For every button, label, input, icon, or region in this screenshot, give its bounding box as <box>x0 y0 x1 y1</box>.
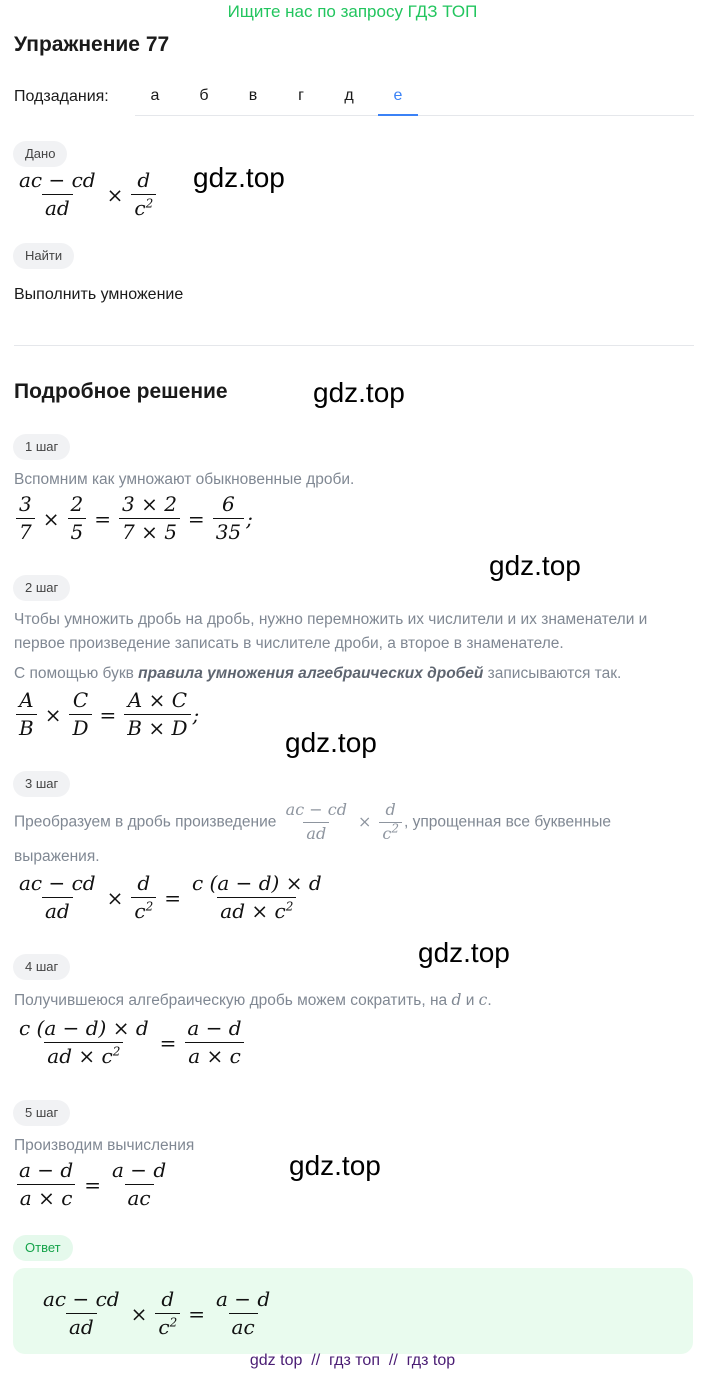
given-den2: c <box>134 196 146 220</box>
given-pill: Дано <box>13 141 67 167</box>
subtask-tabs <box>135 80 694 116</box>
tab-v[interactable]: в <box>248 87 258 104</box>
step3-text <box>14 802 694 871</box>
step4-pill: 4 шаг <box>13 954 70 980</box>
find-pill: Найти <box>13 243 74 269</box>
given-expression <box>14 170 158 219</box>
promo-banner: Ищите нас по запросу ГДЗ ТОП <box>227 2 478 21</box>
step4-end: . <box>487 992 492 1009</box>
divider <box>14 345 694 346</box>
step3-formula: $\frac{ac - cd}{ad}$ × $\frac{d}{c^2}$ = $\frac{c (a - d) \times d}{ad \times c^2}$ <box>19 871 322 923</box>
tab-b[interactable]: б <box>199 87 209 104</box>
step4-var-d: d <box>451 991 462 1009</box>
watermark: gdz.top <box>193 162 285 193</box>
step2-pill: 2 шаг <box>13 575 70 601</box>
watermark: gdz.top <box>289 1150 381 1181</box>
step4-text-before: Получившеюся алгебраическую дробь можем сократить, на <box>14 992 452 1009</box>
step5-text: Производим вычисления <box>14 1137 195 1154</box>
answer-pill: Ответ <box>13 1235 73 1261</box>
step1-text: Вспомним как умножают обыкновенные дроби. <box>14 471 355 488</box>
given-num2: d <box>137 168 151 192</box>
given-den1: ad <box>42 194 73 219</box>
given-op: × <box>106 182 124 207</box>
tab-d[interactable]: д <box>344 87 354 104</box>
watermark: gdz.top <box>285 727 377 758</box>
step2-text2 <box>14 662 694 686</box>
watermark: gdz.top <box>313 377 405 408</box>
step2-text2-before: С помощью букв <box>14 665 139 682</box>
step2-text2-bold: правила умножения алгебраических дробей <box>138 665 484 682</box>
step1-formula: $\frac{3}{7}$ × $\frac{2}{5}$ = $\frac{3 \times 2}{7 \times 5}$ = $\frac{6}{35}$ ; <box>14 494 253 543</box>
tab-e[interactable]: е <box>378 87 418 116</box>
find-text: Выполнить умножение <box>14 286 184 303</box>
step4-var-c: c <box>478 991 488 1009</box>
tab-g[interactable]: г <box>298 87 304 104</box>
step4-and: и <box>461 992 479 1009</box>
step4-formula: $\frac{c (a - d) \times d}{ad \times c^2}$ = $\frac{a - d}{a \times c}$ <box>14 1018 247 1067</box>
subtasks-bar <box>14 80 694 116</box>
step2-text: Чтобы умножить дробь на дробь, нужно перемножить их числители и их знаменатели и первое произведение записать в числителе дроби, а второе в знаменателе. <box>14 611 648 652</box>
answer-formula: $\frac{ac - cd}{ad}$ × $\frac{d}{c^2}$ = $\frac{a - d}{ac}$ <box>43 1287 271 1339</box>
watermark: gdz.top <box>489 550 581 581</box>
given-den2-exp: 2 <box>145 196 154 211</box>
tab-a[interactable]: а <box>150 87 160 104</box>
page-title: Упражнение 77 <box>14 33 170 56</box>
given-num1: ac − cd <box>19 168 96 192</box>
footer: gdz top // гдз топ // гдз top <box>249 1352 456 1369</box>
step3-pill: 3 шаг <box>13 771 70 797</box>
step3-text-after: , упрощенная все буквенные выражения. <box>14 813 611 865</box>
step5-pill: 5 шаг <box>13 1100 70 1126</box>
watermark: gdz.top <box>418 937 510 968</box>
step3-text-before: Преобразуем в дробь произведение <box>14 813 281 831</box>
step3-inline-formula: $\frac{ac - cd}{ad}$ × $\frac{d}{c^2}$ <box>281 802 404 843</box>
step4-text <box>14 988 694 1013</box>
step2-text2-after: записываются так. <box>483 665 622 682</box>
solution-heading: Подробное решение <box>14 380 228 403</box>
step5-formula: $\frac{a - d}{a \times c}$ = $\frac{a - d}{ac}$ <box>14 1160 171 1209</box>
subtasks-label: Подзадания: <box>14 88 109 105</box>
step1-pill: 1 шаг <box>13 434 70 460</box>
step2-formula: $\frac{A}{B}$ × $\frac{C}{D}$ = $\frac{A \times C}{B \times D}$ ; <box>14 690 199 739</box>
